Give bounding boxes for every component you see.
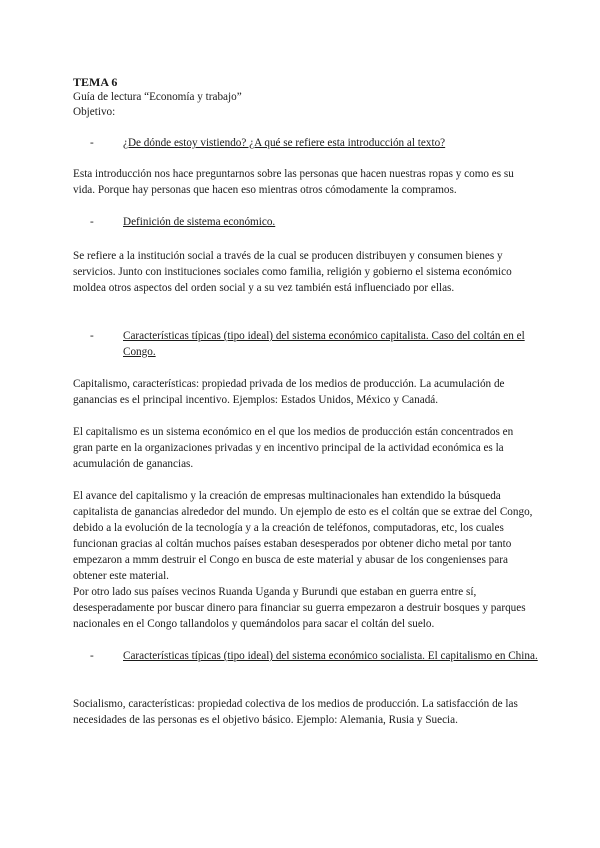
paragraph: Se refiere a la institución social a través de la cual se producen distribuyen y consumen bienes y servicios. Junto con instituciones sociales como familia, religión y gobierno el sistema económico moldea otros aspectos del orden social y a su vez también está influenciado por ellas. — [73, 250, 512, 294]
bullet-dash: - — [90, 137, 94, 149]
page-title: TEMA 6 — [73, 75, 118, 89]
bullet-dash: - — [90, 330, 94, 342]
paragraph: Capitalismo, características: propiedad privada de los medios de producción. La acumulación de ganancias es el principal incentivo. Ejemplos: Estados Unidos, México y Canadá. — [73, 378, 505, 406]
paragraph: Por otro lado sus países vecinos Ruanda Uganda y Burundi que estaban en guerra entre sí, desesperadamente por buscar dinero para financiar su guerra empezaron a destruir bosques y parques nacionales en el Congo tallandolos y quemándolos para sacar el coltán del suelo. — [73, 586, 526, 630]
paragraph: Esta introducción nos hace preguntarnos sobre las personas que hacen nuestras ropas y como es su vida. Porque hay personas que hacen eso mientras otros cómodamente la compramos. — [73, 168, 514, 196]
question-text: Definición de sistema económico. — [123, 216, 276, 228]
bullet-dash: - — [90, 216, 94, 228]
question-text: Características típicas (tipo ideal) del sistema económico capitalista. Caso del coltán en el Congo. — [123, 330, 525, 358]
question-3 — [73, 328, 543, 360]
page-subtitle: Guía de lectura “Economía y trabajo” — [73, 91, 242, 103]
question-2 — [73, 214, 543, 230]
bullet-dash: - — [90, 650, 94, 662]
question-4 — [73, 648, 543, 664]
objective-label: Objetivo: — [73, 106, 116, 118]
question-1 — [73, 135, 543, 151]
paragraph: El capitalismo es un sistema económico en el que los medios de producción están concentrados en gran parte en la organizaciones privadas y en incentivo principal de la actividad económica es la acumulación de ganancias. — [73, 426, 514, 470]
paragraph: Socialismo, características: propiedad colectiva de los medios de producción. La satisfacción de las necesidades de las personas es el objetivo básico. Ejemplo: Alemania, Rusia y Suecia. — [73, 698, 518, 726]
paragraph: El avance del capitalismo y la creación de empresas multinacionales han extendido la búsqueda capitalista de ganancias alrededor del mundo. Un ejemplo de esto es el coltán que se extrae del Congo, debido a la evolución de la tecnología y a la creación de teléfonos, computadoras, etc, los cuales funcionan gracias al coltán muchos países estaban desesperados por obtener dicho metal por tanto empezaron a mmm destruir el Congo en busca de este material y abusar de los congenienses para obtener este material. — [73, 490, 533, 582]
question-text: Características típicas (tipo ideal) del sistema económico socialista. El capitalismo en China. — [123, 650, 538, 662]
question-text: ¿De dónde estoy vistiendo? ¿A qué se refiere esta introducción al texto? — [123, 137, 446, 149]
